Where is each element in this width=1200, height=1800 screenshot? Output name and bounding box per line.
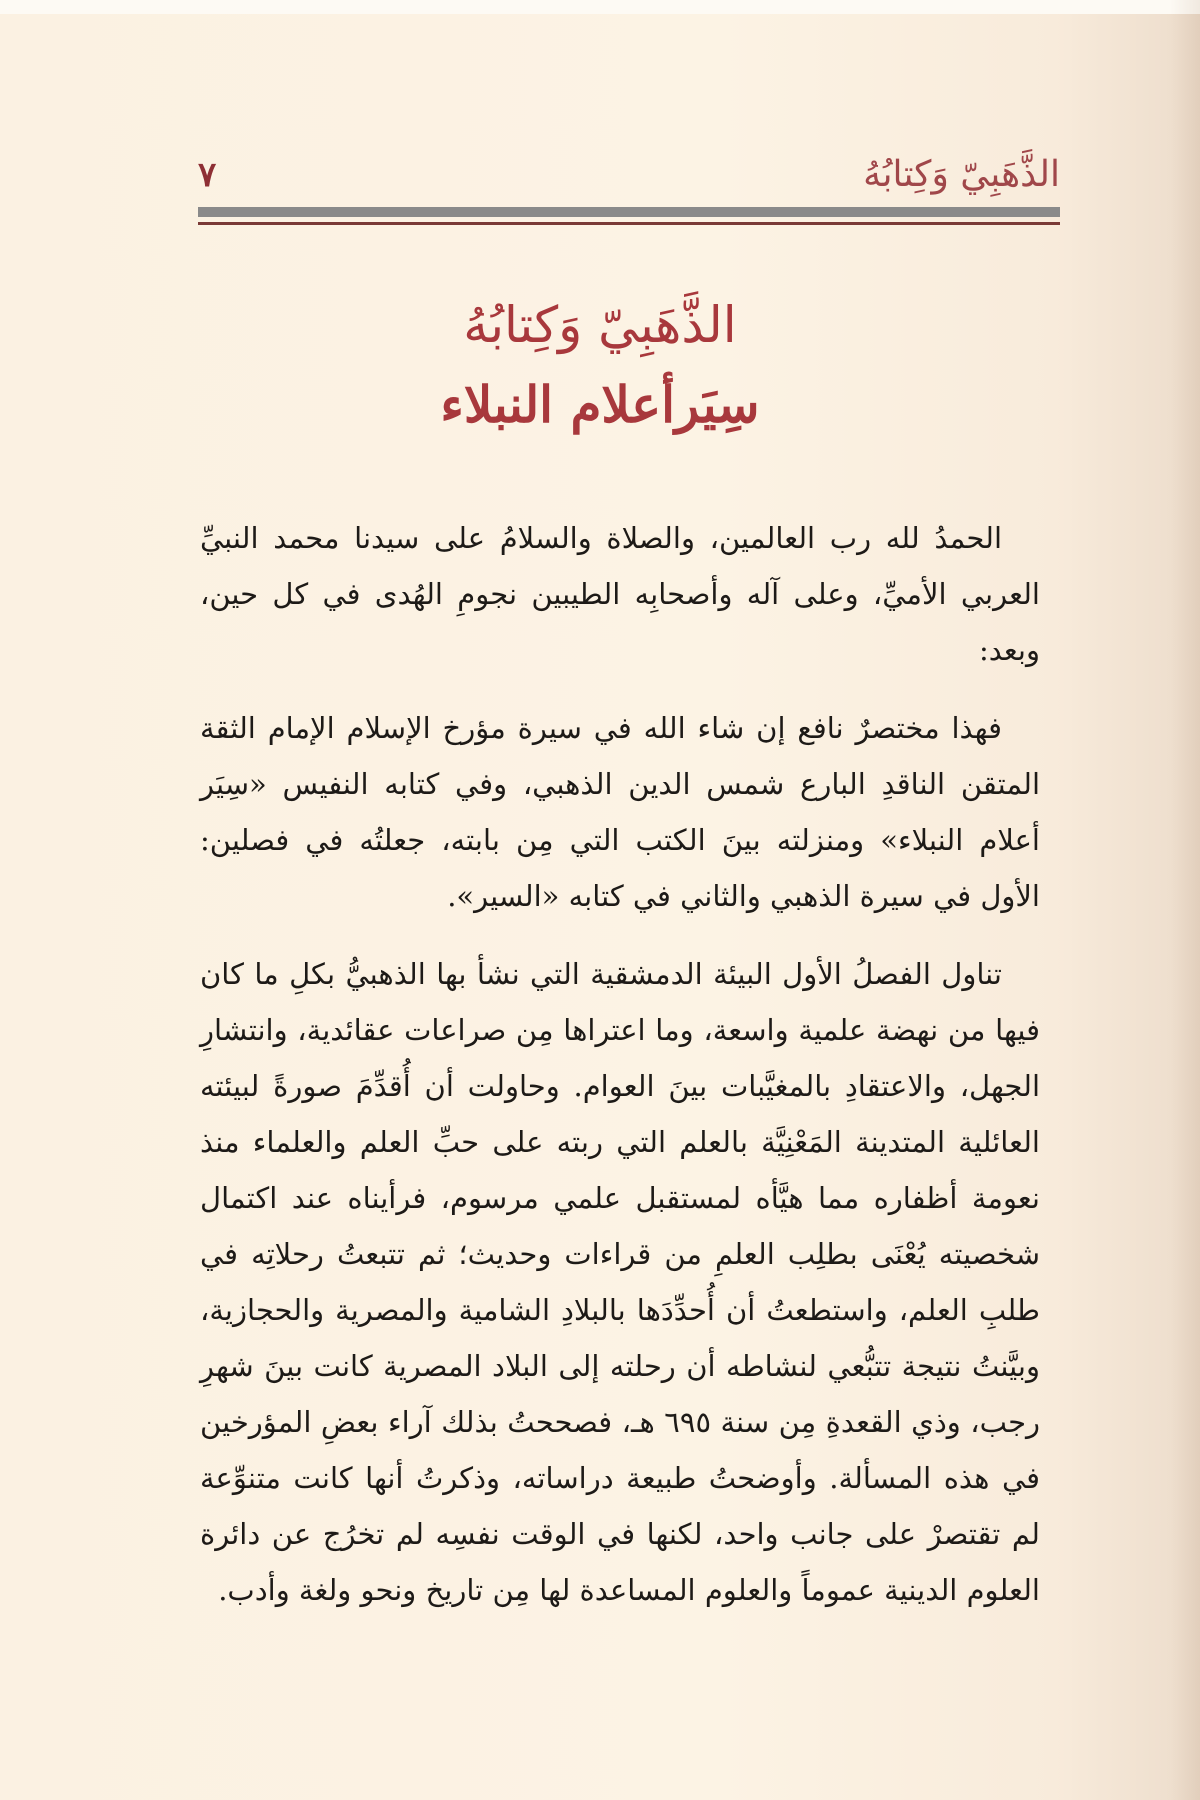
page-number: ٧ <box>198 155 217 195</box>
header-rule-thin <box>198 222 1060 225</box>
paragraph-chapter-one: تناول الفصلُ الأول البيئة الدمشقية التي نشأ بها الذهبيُّ بكلِ ما كان فيها من نهضة علمية واسعة، وما اعتراها مِن صراعات عقائدية، وانتشارِ الجهل، والاعتقادِ بالمغيَّبات بينَ العوام. وحاولت أن أُقدِّمَ صورةً لبيئته العائلية المتدينة المَعْنِيَّة بالعلم التي ربته على حبِّ العلم والعلماء منذ نعومة أظفاره مما هيَّأه لمستقبل علمي مرسوم، فرأيناه عند اكتمال شخصيته يُعْنَى بطلِب العلمِ من قراءات وحديث؛ ثم تتبعتُ رحلاتِه في طلبِ العلم، واستطعتُ أن أُحدِّدَها بالبلادِ الشامية والمصرية والحجازية، وبيَّنتُ نتيجة تتبُّعي لنشاطه أن رحلته إلى البلاد المصرية كانت بينَ شهرِ رجب، وذي القعدةِ مِن سنة ٦٩٥ هـ، فصححتُ بذلك آراء بعضِ المؤرخين في هذه المسألة. وأوضحتُ طبيعة دراساته، وذكرتُ أنها كانت متنوِّعة لم تقتصرْ على جانب واحد، لكنها في الوقت نفسِه لم تخرُج عن دائرة العلوم الدينية عموماً والعلوم المساعدة لها مِن تاريخ ونحو ولغة وأدب. <box>200 957 1041 1607</box>
running-title: الذَّهَبِيّ وَكِتابُهُ <box>863 154 1060 195</box>
page-gutter-shadow <box>1170 0 1200 1800</box>
body-text <box>200 510 1040 1640</box>
chapter-subtitle: سِيَرأعلام النبلاء <box>440 375 760 434</box>
running-header <box>198 150 1060 200</box>
header-rule-thick <box>198 207 1060 217</box>
paragraph-intro: الحمدُ لله رب العالمين، والصلاة والسلامُ على سيدنا محمد النبيِّ العربي الأميِّ، وعلى آله وأصحابِه الطيبين نجومِ الهُدى في كل حين، وبعد: <box>200 521 1040 667</box>
scan-top-edge <box>0 0 1200 14</box>
chapter-title: الذَّهَبِيّ وَكِتابُهُ <box>463 296 737 354</box>
paragraph-summary: فهذا مختصرٌ نافع إن شاء الله في سيرة مؤرخ الإسلام الإمام الثقة المتقن الناقدِ البارع شمس الدين الذهبي، وفي كتابه النفيس «سِيَر أعلام النبلاء» ومنزلته بينَ الكتب التي مِن بابته، جعلتُه في فصلين: الأول في سيرة الذهبي والثاني في كتابه «السير». <box>200 711 1040 913</box>
